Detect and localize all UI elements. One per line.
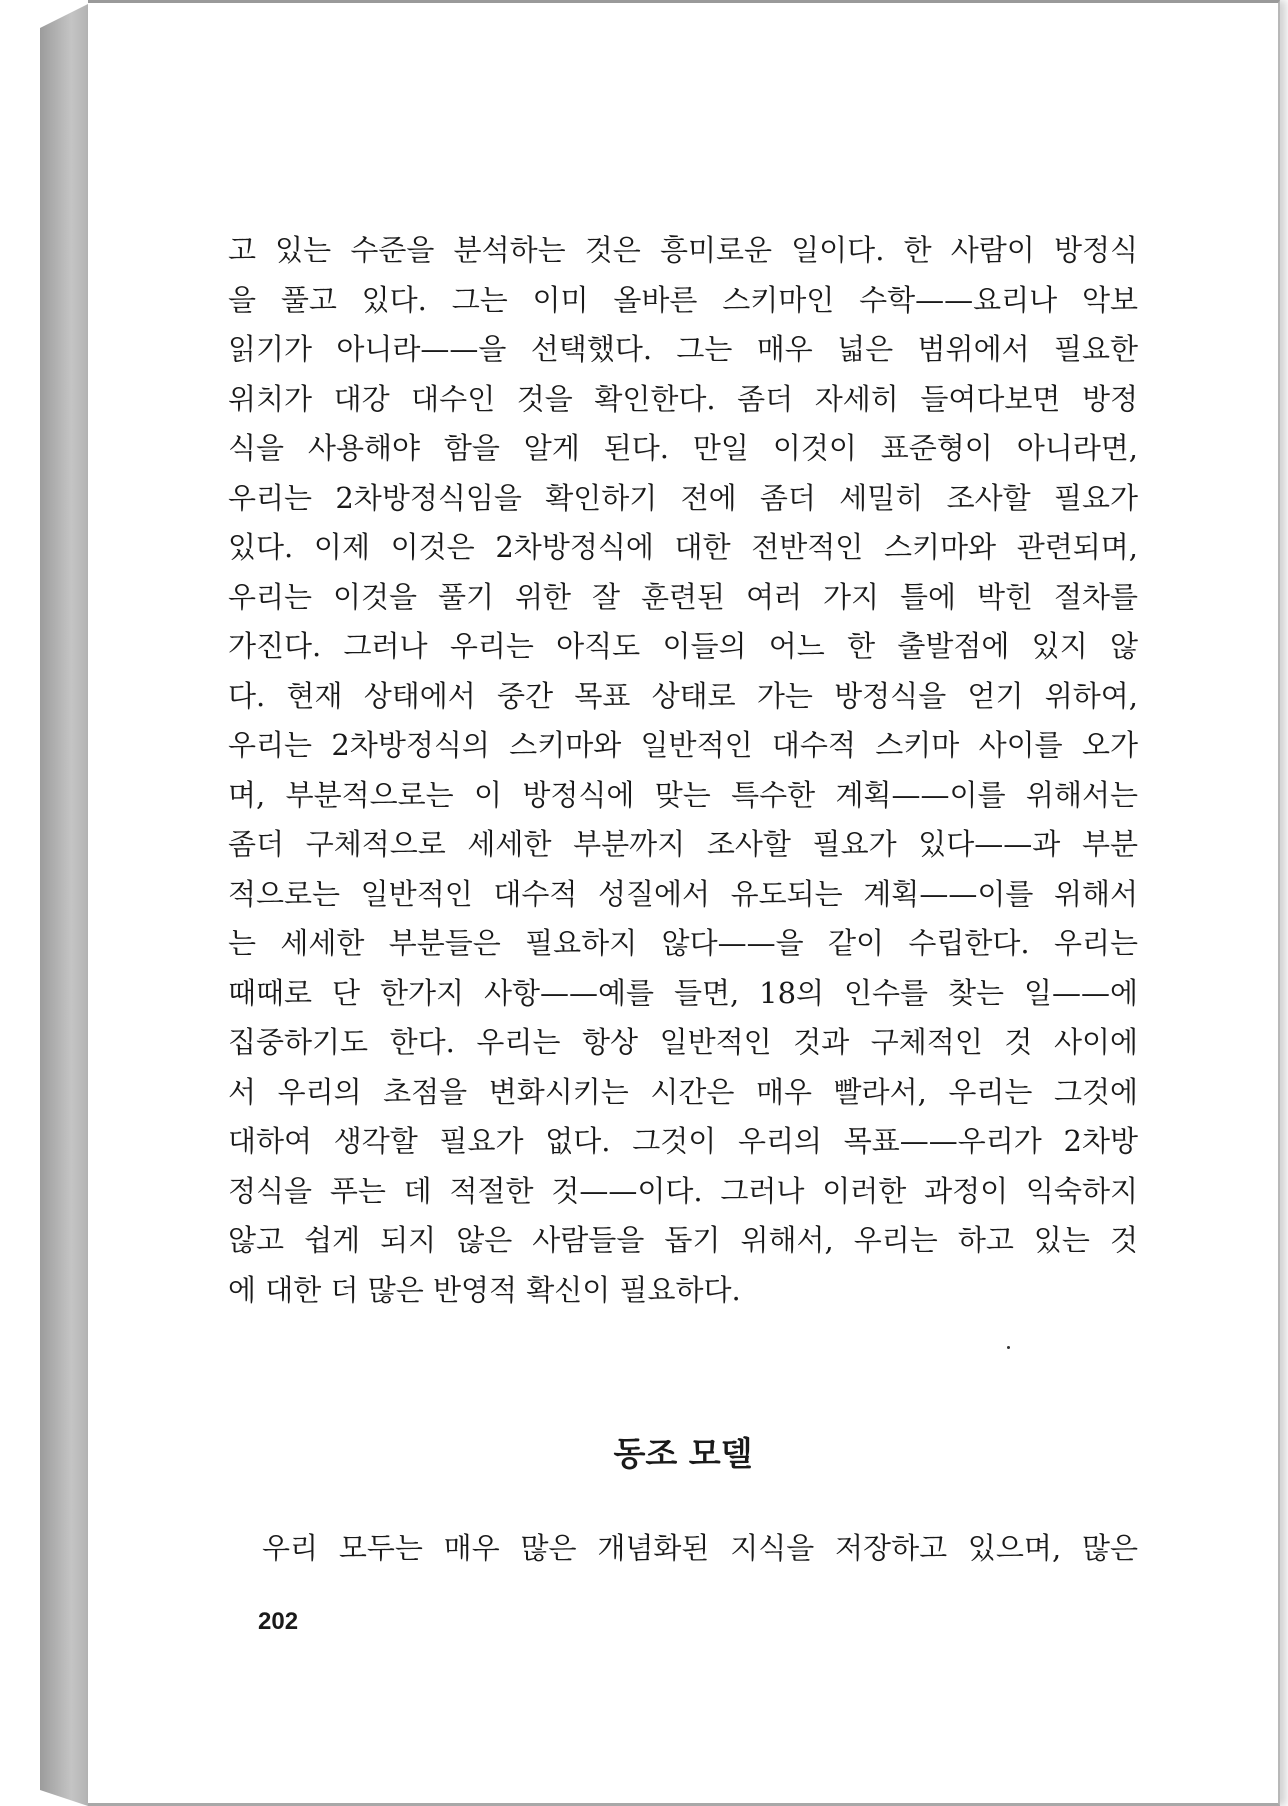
text-line: 않고 쉽게 되지 않은 사람들을 돕기 위해서, 우리는 하고 있는 것 (228, 1223, 1138, 1257)
text-line: 는 세세한 부분들은 필요하지 않다——을 같이 수립한다. 우리는 (228, 926, 1138, 960)
text-line: 며, 부분적으로는 이 방정식에 맞는 특수한 계획——이를 위해서는 (228, 777, 1138, 812)
print-speck (1007, 1346, 1010, 1349)
next-paragraph: 우리 모두는 매우 많은 개념화된 지식을 저장하고 있으며, 많은 (262, 1531, 1138, 1565)
page-number: 202 (258, 1608, 299, 1635)
text-line: 우리는 2차방정식의 스키마와 일반적인 대수적 스키마 사이를 오가 (228, 728, 1138, 762)
text-line-last: 에 대한 더 많은 반영적 확신이 필요하다. (228, 1272, 741, 1307)
text-line: 정식을 푸는 데 적절한 것——이다. 그러나 이러한 과정이 익숙하지 (228, 1173, 1138, 1208)
text-line: 우리는 이것을 풀기 위한 잘 훈련된 여러 가지 틀에 박힌 절차를 (228, 579, 1138, 614)
text-line: 우리는 2차방정식임을 확인하기 전에 좀더 세밀히 조사할 필요가 (228, 480, 1138, 515)
body-paragraph (228, 226, 1138, 1315)
text-line: 다. 현재 상태에서 중간 목표 상태로 가는 방정식을 얻기 위하여, (228, 678, 1138, 713)
text-line: 위치가 대강 대수인 것을 확인한다. 좀더 자세히 들여다보면 방정 (228, 381, 1138, 416)
text-line: 가진다. 그러나 우리는 아직도 이들의 어느 한 출발점에 있지 않 (228, 629, 1138, 663)
text-line: 고 있는 수준을 분석하는 것은 흥미로운 일이다. 한 사람이 방정식 (228, 233, 1138, 267)
section-title: 동조 모델 (613, 1434, 753, 1473)
text-line: 집중하기도 한다. 우리는 항상 일반적인 것과 구체적인 것 사이에 (228, 1025, 1138, 1059)
text-line: 대하여 생각할 필요가 없다. 그것이 우리의 목표——우리가 2차방 (228, 1124, 1138, 1158)
text-line: 읽기가 아니라——을 선택했다. 그는 매우 넓은 범위에서 필요한 (228, 332, 1138, 366)
text-line: 적으로는 일반적인 대수적 성질에서 유도되는 계획——이를 위해서 (228, 876, 1138, 911)
text-line: 때때로 단 한가지 사항——예를 들면, 18의 인수를 찾는 일——에 (228, 975, 1138, 1010)
text-line: 있다. 이제 이것은 2차방정식에 대한 전반적인 스키마와 관련되며, (228, 530, 1138, 564)
book-spine (40, 0, 92, 1806)
text-line: 서 우리의 초점을 변화시키는 시간은 매우 빨라서, 우리는 그것에 (228, 1074, 1138, 1109)
text-line: 을 풀고 있다. 그는 이미 올바른 스키마인 수학——요리나 악보 (228, 282, 1138, 317)
text-line: 좀더 구체적으로 세세한 부분까지 조사할 필요가 있다——과 부분 (228, 827, 1138, 861)
text-line: 식을 사용해야 함을 알게 된다. 만일 이것이 표준형이 아니라면, (228, 431, 1138, 465)
